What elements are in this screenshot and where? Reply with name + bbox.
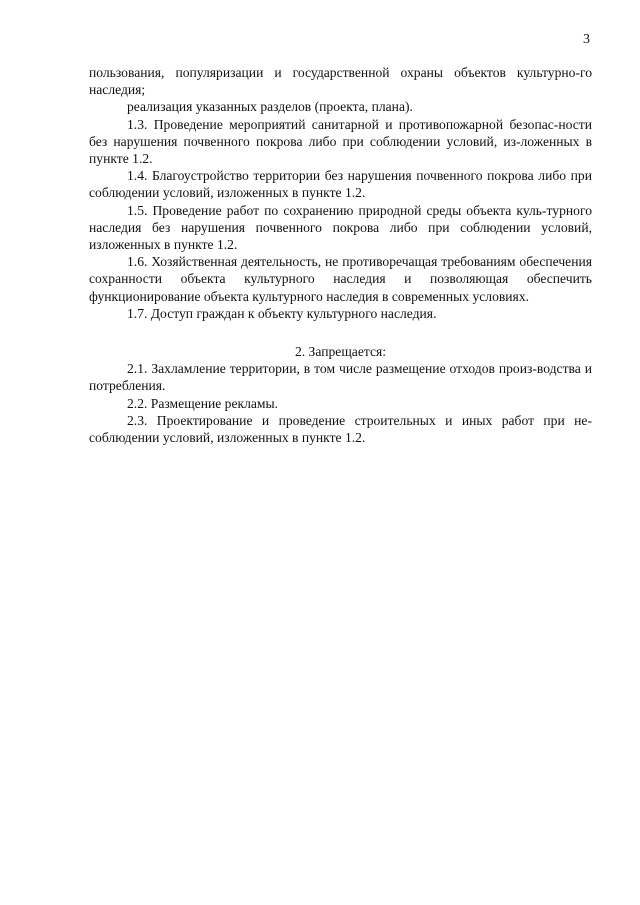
document-body <box>89 64 592 446</box>
paragraph-1-6: 1.6. Хозяйственная деятельность, не противоречащая требованиям обеспечения сохранности объекта культурного наследия и позволяющая обеспечить функционирование объекта культурного наследия в современных условиях. <box>89 254 592 304</box>
paragraph-continuation: пользования, популяризации и государственной охраны объектов культурно-го наследия; <box>89 65 592 98</box>
paragraph-1-4: 1.4. Благоустройство территории без нарушения почвенного покрова либо при соблюдении условий, изложенных в пункте 1.2. <box>89 168 592 201</box>
paragraph-2-2: 2.2. Размещение рекламы. <box>127 395 279 411</box>
paragraph-1-3: 1.3. Проведение мероприятий санитарной и противопожарной безопас-ности без нарушения почвенного покрова либо при соблюдении условий, из-ложенных в пункте 1.2. <box>89 116 592 167</box>
paragraph-implementation: реализация указанных разделов (проекта, плана). <box>127 99 413 115</box>
paragraph-2-1: 2.1. Захламление территории, в том числе размещение отходов произ-водства и потребления. <box>89 361 592 394</box>
paragraph-1-7: 1.7. Доступ граждан к объекту культурного наследия. <box>127 305 437 321</box>
paragraph-1-5: 1.5. Проведение работ по сохранению природной среды объекта куль-турного наследия без нарушения почвенного покрова либо при соблюдении условий, изложенных в пункте 1.2. <box>89 202 592 253</box>
paragraph-2-3: 2.3. Проектирование и проведение строительных и иных работ при не-соблюдении условий, изложенных в пункте 1.2. <box>89 412 592 446</box>
page-number: 3 <box>583 32 590 47</box>
section-heading-prohibited: 2. Запрещается: <box>294 344 387 360</box>
